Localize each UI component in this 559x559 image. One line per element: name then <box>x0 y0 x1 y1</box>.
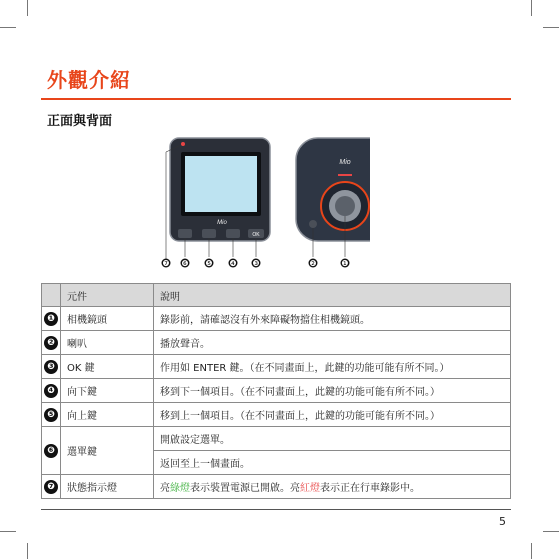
row-number: ❷ <box>44 336 58 350</box>
up-button <box>202 229 216 238</box>
description-text: 表示正在行車錄影中。 <box>320 483 420 494</box>
row-component: 向上鍵 <box>61 403 154 427</box>
table-row <box>42 331 511 355</box>
components-table <box>41 283 511 499</box>
description-text: 亮 <box>160 483 170 494</box>
row-description: 開啟設定選單。 <box>154 427 511 451</box>
row-component: 狀態指示燈 <box>61 475 154 499</box>
camera-lens <box>335 196 355 216</box>
table-row <box>42 403 511 427</box>
row-description: 播放聲音。 <box>154 331 511 355</box>
table-row <box>42 355 511 379</box>
row-number: ❸ <box>44 360 58 374</box>
table-row <box>42 475 511 499</box>
front-brand-logo: Mio <box>217 220 227 226</box>
table-header-description: 說明 <box>154 284 511 307</box>
row-description: 移到上一個項目。（在不同畫面上，此鍵的功能可能有所不同。） <box>154 403 511 427</box>
table-header-num <box>42 284 61 307</box>
callout-4: ❹ <box>229 259 237 268</box>
crop-mark <box>543 27 559 28</box>
crop-mark <box>543 531 559 532</box>
row-description: 錄影前，請確認沒有外來障礙物擋住相機鏡頭。 <box>154 307 511 331</box>
section-title: 正面與背面 <box>47 114 113 129</box>
table-row <box>42 379 511 403</box>
down-button <box>226 229 240 238</box>
row-description: 返回至上一個畫面。 <box>154 451 511 475</box>
row-component: 喇叭 <box>61 331 154 355</box>
crop-mark <box>531 0 532 16</box>
row-number: ❻ <box>44 444 58 458</box>
device-back <box>296 138 370 257</box>
crop-mark <box>0 27 16 28</box>
row-component: 選單鍵 <box>61 427 154 475</box>
row-description <box>154 475 511 499</box>
ok-button-label: OK <box>252 232 260 238</box>
row-number: ❶ <box>44 312 58 326</box>
red-led-text: 紅燈 <box>300 483 320 494</box>
menu-button <box>178 229 192 238</box>
back-brand-logo: Mio <box>339 159 351 166</box>
footer-rule <box>41 509 511 510</box>
table-row <box>42 427 511 451</box>
title-rule <box>41 98 511 100</box>
callout-2: ❷ <box>309 259 317 268</box>
row-number: ❺ <box>44 408 58 422</box>
row-number: ❹ <box>44 384 58 398</box>
front-screen <box>185 156 257 212</box>
page-number: 5 <box>499 515 506 528</box>
device-front <box>166 138 270 262</box>
status-led <box>181 142 185 146</box>
green-led-text: 綠燈 <box>170 483 190 494</box>
speaker-grille <box>309 220 317 228</box>
callout-6: ❻ <box>181 259 189 268</box>
row-number: ❼ <box>44 480 58 494</box>
callout-7: ❼ <box>162 259 170 268</box>
table-row <box>42 307 511 331</box>
table-header-component: 元件 <box>61 284 154 307</box>
row-component: 相機鏡頭 <box>61 307 154 331</box>
crop-mark <box>0 531 16 532</box>
crop-mark <box>27 0 28 16</box>
crop-mark <box>531 543 532 559</box>
row-description: 作用如 ENTER 鍵。（在不同畫面上，此鍵的功能可能有所不同。） <box>154 355 511 379</box>
callout-1: ❶ <box>341 259 349 268</box>
description-text: 表示裝置電源已開啟。亮 <box>190 483 300 494</box>
device-figure <box>150 132 370 277</box>
row-component: 向下鍵 <box>61 379 154 403</box>
callout-5: ❺ <box>205 259 213 268</box>
row-component: OK 鍵 <box>61 355 154 379</box>
crop-mark <box>27 543 28 559</box>
page-title: 外觀介紹 <box>47 68 131 92</box>
callout-3: ❸ <box>252 259 260 268</box>
row-description: 移到下一個項目。（在不同畫面上，此鍵的功能可能有所不同。） <box>154 379 511 403</box>
table-header-row <box>42 284 511 307</box>
